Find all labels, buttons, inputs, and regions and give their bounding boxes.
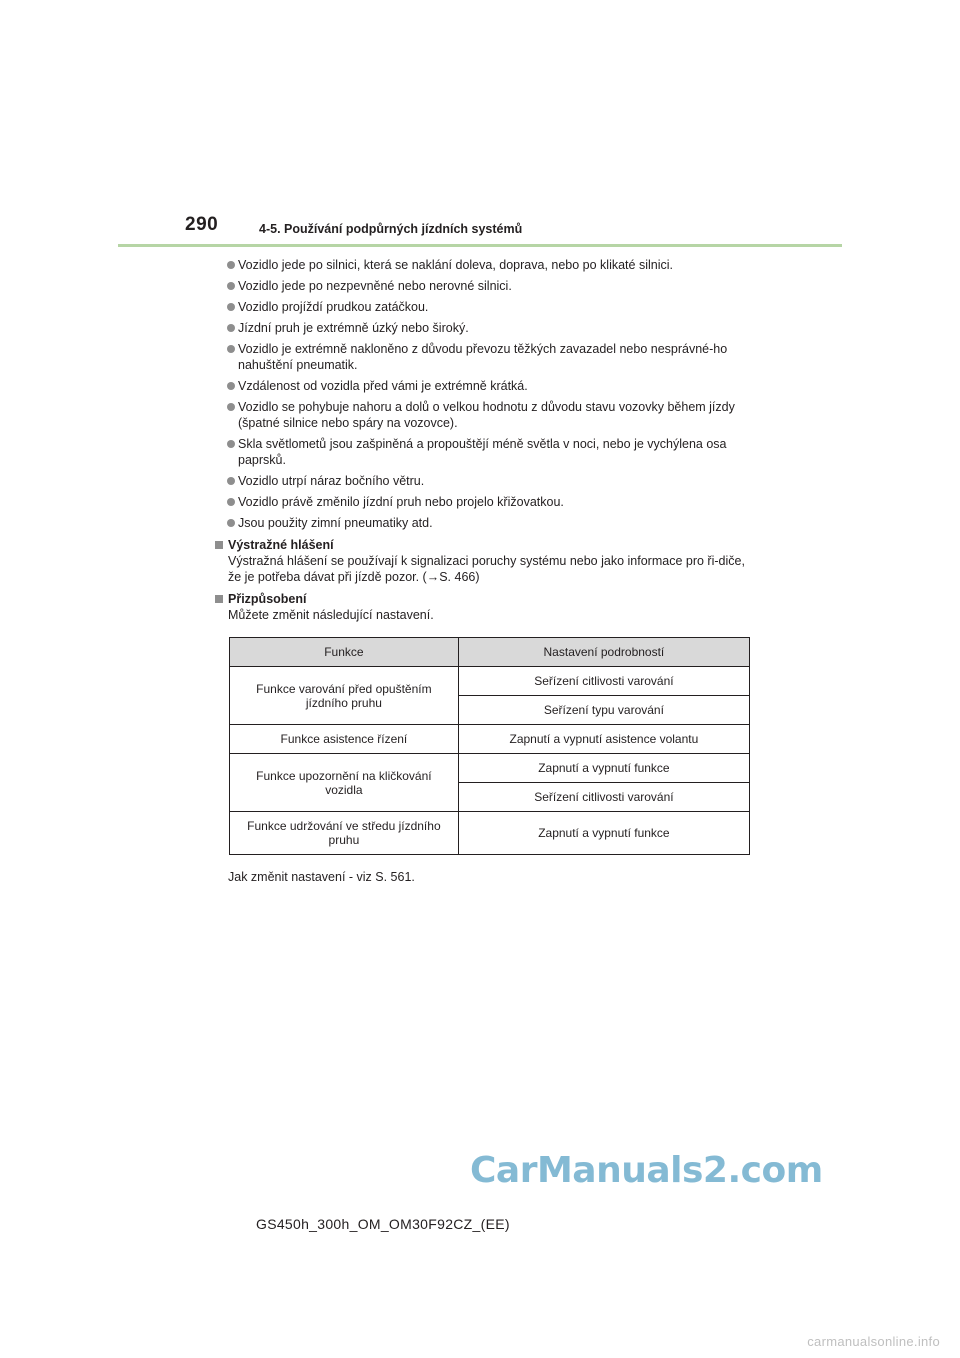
list-item: Vozidlo je extrémně nakloněno z důvodu převozu těžkých zavazadel nebo nesprávné-ho nahuštění pneumatik. — [210, 341, 755, 373]
bullet-icon — [227, 345, 235, 353]
page-number: 290 — [185, 214, 219, 235]
bullet-icon — [227, 324, 235, 332]
table-row — [230, 812, 750, 855]
square-bullet-icon — [215, 595, 223, 603]
settings-footnote: Jak změnit nastavení - viz S. 561. — [228, 870, 415, 884]
bullet-icon — [227, 519, 235, 527]
settings-table — [229, 637, 750, 855]
footer-site: carmanualsonline.info — [807, 1334, 940, 1349]
table-cell-setting: Seřízení citlivosti varování — [458, 667, 749, 696]
watermark-logo: CarManuals2.com — [470, 1150, 823, 1191]
list-item: Vzdálenost od vozidla před vámi je extrémně krátká. — [210, 378, 755, 394]
table-cell-function: Funkce asistence řízení — [230, 725, 459, 754]
list-item: Jsou použity zimní pneumatiky atd. — [210, 515, 755, 531]
list-item: Vozidlo právě změnilo jízdní pruh nebo projelo křižovatkou. — [210, 494, 755, 510]
warnings-heading: Výstražné hlášení — [210, 537, 755, 553]
column-header-function: Funkce — [230, 638, 459, 667]
customization-heading: Přizpůsobení — [210, 591, 755, 607]
list-item: Vozidlo se pohybuje nahoru a dolů o velkou hodnotu z důvodu stavu vozovky během jízdy (špatné silnice nebo spáry na vozovce). — [210, 399, 755, 431]
list-item: Vozidlo utrpí náraz bočního větru. — [210, 473, 755, 489]
header-rule — [118, 244, 842, 247]
table-cell-function: Funkce upozornění na kličkování vozidla — [230, 754, 459, 812]
table-cell-setting: Zapnutí a vypnutí funkce — [458, 812, 749, 855]
table-cell-setting: Seřízení typu varování — [458, 696, 749, 725]
table-row — [230, 725, 750, 754]
list-item: Jízdní pruh je extrémně úzký nebo široký. — [210, 320, 755, 336]
square-bullet-icon — [215, 541, 223, 549]
list-item: Vozidlo jede po silnici, která se naklání doleva, doprava, nebo po klikaté silnici. — [210, 257, 755, 273]
table-cell-function: Funkce varování před opuštěním jízdního pruhu — [230, 667, 459, 725]
bullet-icon — [227, 382, 235, 390]
bullet-icon — [227, 440, 235, 448]
table-cell-setting: Zapnutí a vypnutí asistence volantu — [458, 725, 749, 754]
bullet-icon — [227, 303, 235, 311]
list-item: Skla světlometů jsou zašpiněná a propouštějí méně světla v noci, nebo je vychýlena osa paprsků. — [210, 436, 755, 468]
section-title: 4-5. Používání podpůrných jízdních systémů — [259, 222, 523, 236]
customization-intro: Můžete změnit následující nastavení. — [228, 608, 434, 622]
table-cell-setting: Zapnutí a vypnutí funkce — [458, 754, 749, 783]
content — [210, 257, 755, 629]
document-code: GS450h_300h_OM_OM30F92CZ_(EE) — [256, 1216, 510, 1232]
bullet-icon — [227, 403, 235, 411]
bullet-icon — [227, 477, 235, 485]
bullet-icon — [227, 498, 235, 506]
list-item: Vozidlo projíždí prudkou zatáčkou. — [210, 299, 755, 315]
bullet-icon — [227, 261, 235, 269]
bullet-icon — [227, 282, 235, 290]
column-header-settings: Nastavení podrobností — [458, 638, 749, 667]
list-item: Vozidlo jede po nezpevněné nebo nerovné silnici. — [210, 278, 755, 294]
table-cell-setting: Seřízení citlivosti varování — [458, 783, 749, 812]
table-row — [230, 667, 750, 696]
warnings-text: Výstražná hlášení se používají k signalizaci poruchy systému nebo jako informace pro ři-diče, že je potřeba dávat při jízdě pozor. (→S. 466) — [228, 554, 745, 584]
table-row — [230, 754, 750, 783]
table-header-row — [230, 638, 750, 667]
table-cell-function: Funkce udržování ve středu jízdního pruhu — [230, 812, 459, 855]
